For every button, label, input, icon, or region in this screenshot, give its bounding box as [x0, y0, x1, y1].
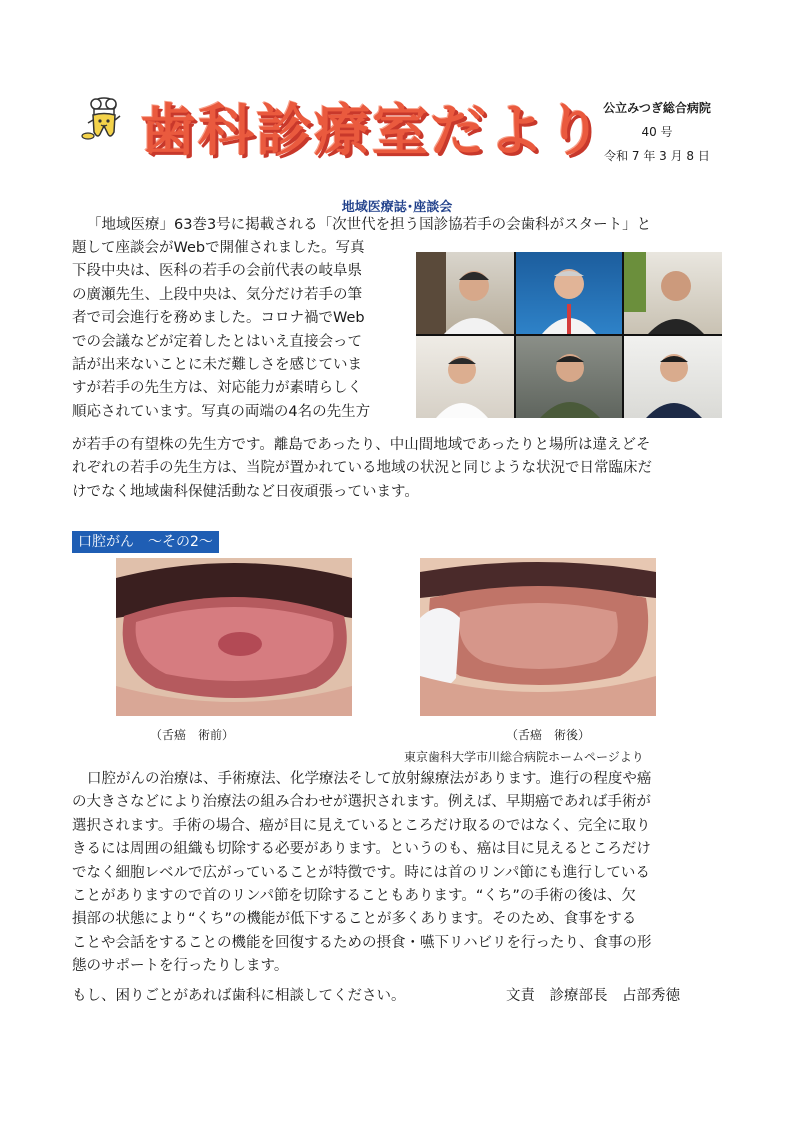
article-1-wrapped — [72, 237, 412, 424]
paragraph-line: きるには周囲の組織も切除する必要があります。というのも、癌は目に見えるところだけ — [72, 841, 651, 858]
participant-photo — [624, 252, 722, 334]
paragraph-line: 損部の状態により“くち”の機能が低下することが多くあります。そのため、食事をする — [72, 911, 637, 928]
paragraph-line: れぞれの若手の先生方は、当院が置かれている地域の状況と同じような状況で日常臨床だ — [72, 460, 652, 477]
closing-line: もし、困りごとがあれば歯科に相談してください。 — [72, 988, 406, 1004]
paragraph-line: 口腔がんの治療は、手術療法、化学療法そして放射線療法があります。進行の程度や癌 — [87, 771, 652, 787]
newsletter-title: 歯科診療室だより — [140, 98, 604, 164]
caption-before: （舌癌 術前） — [150, 728, 235, 742]
participant-photo — [516, 336, 622, 418]
tongue-before-photo — [116, 558, 352, 716]
paragraph-line: の廣瀬先生、上段中央は、気分だけ若手の筆 — [72, 286, 362, 303]
paragraph-line: 下段中央は、医科の若手の会前代表の岐阜県 — [72, 263, 362, 280]
participant-photo — [624, 336, 722, 418]
article-heading: 地域医療誌･座談会 — [341, 200, 453, 215]
paragraph-line: すが若手の先生方は、対応能力が素晴らしく — [72, 380, 362, 397]
paragraph-line: ことや会話をすることの機能を回復するための摂食・嚥下リハビリを行ったり、食事の形 — [72, 934, 652, 951]
paragraph-line: の大きさなどにより治療法の組み合わせが選択されます。例えば、早期癌であれば手術が — [72, 794, 651, 811]
photo-source: 東京歯科大学市川総合病院ホームページより — [404, 750, 644, 764]
tongue-after-photo — [420, 558, 656, 716]
paragraph-line: 「地域医療」63巻3号に掲載される「次世代を担う国診協若手の会歯科がスタート」と — [87, 217, 652, 233]
issue-date: 令和 7 年 3 月 8 日 — [604, 149, 710, 163]
paragraph-line: 者で司会進行を務めました。コロナ禍でWeb — [72, 310, 365, 327]
paragraph-line: 順応されています。写真の両端の4名の先生方 — [72, 403, 371, 420]
participant-photo — [416, 252, 514, 334]
paragraph-line: 態のサポートを行ったりします。 — [72, 958, 289, 975]
paragraph-line: 題して座談会がWebで開催されました。写真 — [72, 240, 365, 256]
hospital-name: 公立みつぎ総合病院 — [603, 101, 711, 115]
web-meeting-photo — [416, 252, 722, 418]
mascot-icon — [80, 96, 124, 144]
paragraph-line: でなく細胞レベルで広がっていることが特徴です。時には首のリンパ節にも進行している — [72, 864, 650, 881]
participant-photo — [416, 336, 514, 418]
paragraph-line: が若手の有望株の先生方です。離島であったり、中山間地域であったりと場所は違えどそ — [72, 437, 651, 453]
article-1-top — [72, 214, 732, 237]
paragraph-line: 選択されます。手術の場合、癌が目に見えているところだけ取るのではなく、完全に取り — [72, 817, 651, 834]
paragraph-line: 話が出来ないことに未だ難しさを感じていま — [72, 357, 362, 374]
issue-number: 40 号 — [641, 125, 673, 139]
paragraph-line: ことがありますので首のリンパ節を切除することもあります。“くち”の手術の後は、欠 — [72, 888, 636, 905]
author-credit: 文責 診療部長 占部秀徳 — [506, 988, 680, 1004]
article-2-body — [72, 768, 732, 979]
section-banner: 口腔がん ～その2～ — [72, 531, 219, 553]
caption-after: （舌癌 術後） — [506, 728, 591, 742]
paragraph-line: での会議などが定着したとはいえ直接会って — [72, 333, 362, 350]
paragraph-line: けでなく地域歯科保健活動など日夜頑張っています。 — [72, 483, 419, 500]
article-1-bottom — [72, 434, 732, 504]
participant-photo — [516, 252, 622, 334]
